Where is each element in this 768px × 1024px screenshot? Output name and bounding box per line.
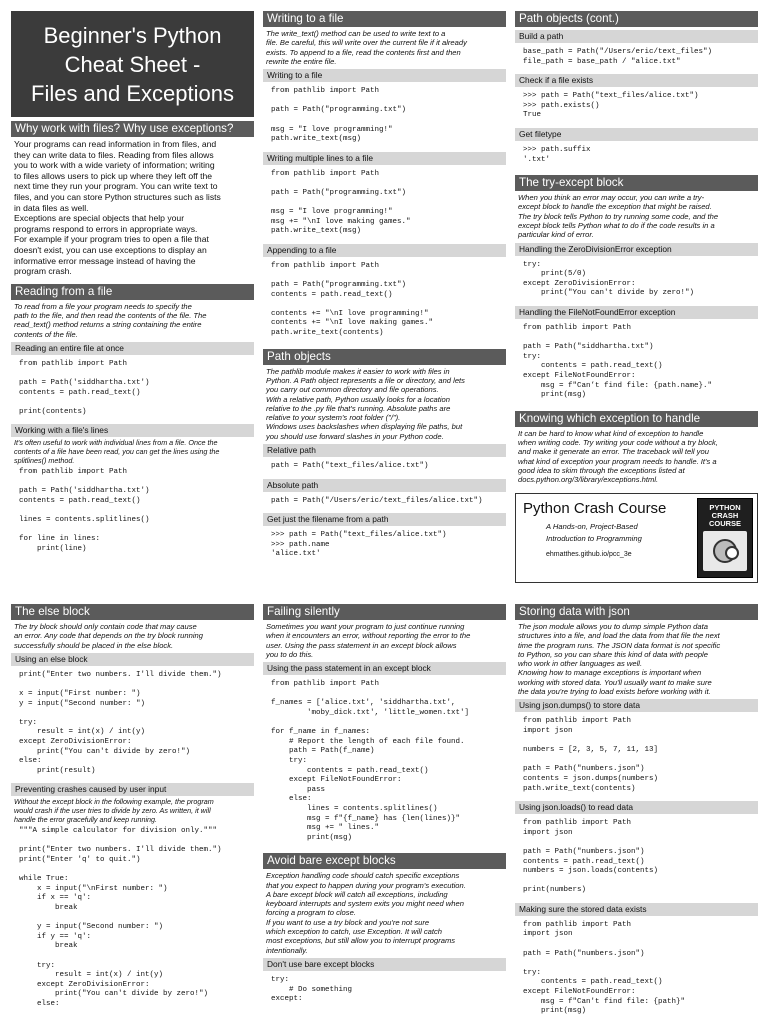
subheading-check-exists: Check if a file exists — [515, 74, 758, 87]
writing-intro: The write_text() method can be used to write text to a file. Be careful, this will write over the current file if it already exists. To append to a file, read the contents first and then rewrite the entire file. — [266, 29, 467, 66]
section-heading-else: The else block — [11, 604, 254, 620]
failing-silently-intro: Sometimes you want your program to just continue running when it encounters an error, without reporting the error to the user. Using the pass statement in an except block allows you to do this. — [266, 622, 471, 659]
section-heading-knowing: Knowing which exception to handle — [515, 411, 758, 427]
knowing-intro: It can be hard to know what kind of exception to handle when writing code. Try writing your code without a try block, and make it generate an error. The traceback will tell you what kind of exception your program needs to handle. It's a good idea to skim through the exceptions listed at docs.python.org/3/library/exceptions.html. — [518, 428, 718, 485]
code-writing-multiple: from pathlib import Path path = Path("programming.txt") msg = "I love programming!" msg += "\nI love making games." path.write_text(msg) — [271, 169, 411, 236]
subheading-zero-division: Handling the ZeroDivisionError exception — [515, 243, 758, 256]
section-heading-path-objects: Path objects — [263, 349, 506, 365]
subheading-preventing-crashes: Preventing crashes caused by user input — [11, 783, 254, 796]
code-pass-statement: from pathlib import Path f_names = ['alice.txt', 'siddhartha.txt', 'moby_dick.txt', 'little_women.txt'] for f_name in f_names: # Report the length of each file found. path = Path(f_name) try: contents = path.read_text() except FileNotFoundError: pass else: lines = contents.splitlines() msg = f"{f_name} has {len(lines)}" msg += " lines." print(msg) — [271, 680, 470, 842]
code-using-else: print("Enter two numbers. I'll divide them.") x = input("First number: ") y = input("Second number: ") try: result = int(x) / int(y) except ZeroDivisionError: print("You can't divide by zero!") else: print(result) — [19, 670, 222, 775]
code-appending: from pathlib import Path path = Path("programming.txt") contents = path.read_text() contents += "\nI love programming!" contents += "\nI love making games." path.write_text(contents) — [271, 261, 434, 338]
section-heading-why: Why work with files? Why use exceptions? — [11, 121, 254, 137]
subheading-file-not-found: Handling the FileNotFoundError exception — [515, 306, 758, 319]
column-2 — [263, 11, 506, 594]
code-zero-division: try: print(5/0) except ZeroDivisionError: print("You can't divide by zero!") — [523, 260, 695, 298]
code-json-loads: from pathlib import Path import json path = Path("numbers.json") contents = path.read_text() numbers = json.loads(contents) print(numbers) — [523, 819, 659, 895]
book-title: Python Crash Course — [523, 499, 667, 517]
subheading-writing: Writing to a file — [263, 69, 506, 82]
code-filename: >>> path = Path("text_files/alice.txt") >>> path.name 'alice.txt' — [271, 531, 447, 559]
book-cover-illustration — [703, 531, 747, 571]
else-intro: The try block should only contain code that may cause an error. Any code that depends on the try block running successfully should be placed in the else block. — [14, 622, 203, 650]
title-line-2: Cheat Sheet - — [64, 51, 201, 77]
code-writing: from pathlib import Path path = Path("programming.txt") msg = "I love programming!" path.write_text(msg) — [271, 87, 407, 144]
section-heading-bare-except: Avoid bare except blocks — [263, 853, 506, 869]
subheading-dont-use-bare: Don't use bare except blocks — [263, 958, 506, 971]
reading-intro: To read from a file your program needs to specify the path to the file, and then read the contents of the file. The read_text() method returns a string containing the entire contents of the file. — [14, 301, 207, 339]
preventing-crashes-intro: Without the except block in the following example, the program would crash if the user tries to divide by zero. As written, it will handle the error gracefully and keep running. — [14, 797, 214, 824]
subheading-json-loads: Using json.loads() to read data — [515, 801, 758, 814]
section-heading-path-cont: Path objects (cont.) — [515, 11, 758, 27]
code-preventing-crashes: """A simple calculator for division only.""" print("Enter two numbers. I'll divide them.") print("Enter 'q' to quit.") while True: x = input("\nFirst number: ") if x == 'q': break y = input("Second number: ") if y == 'q': break try: result = int(x) / int(y) except ZeroDivisionError: print("You can't divide by zero!") else: — [19, 827, 222, 1008]
column-5 — [263, 604, 506, 1024]
code-dont-use-bare: try: # Do something except: — [271, 975, 353, 1004]
subheading-writing-multiple: Writing multiple lines to a file — [263, 152, 506, 165]
subheading-relative-path: Relative path — [263, 444, 506, 457]
code-file-not-found: from pathlib import Path path = Path("siddhartha.txt") try: contents = path.read_text() except FileNotFoundError: msg = f"Can’t find file: {path.name}." print(msg) — [523, 324, 713, 400]
code-read-entire: from pathlib import Path path = Path('siddhartha.txt') contents = path.read_text() print(contents) — [19, 359, 150, 416]
code-data-exists: from pathlib import Path import json path = Path("numbers.json") try: contents = path.read_text() except FileNotFoundError: msg = f"Can't find file: {path}" print(msg) — [523, 920, 686, 1016]
subheading-absolute-path: Absolute path — [263, 479, 506, 492]
code-relative-path: path = Path("text_files/alice.txt") — [271, 462, 429, 471]
page-title — [11, 11, 254, 117]
subheading-data-exists: Making sure the stored data exists — [515, 903, 758, 916]
subheading-file-lines: Working with a file's lines — [11, 424, 254, 437]
subheading-filetype: Get filetype — [515, 128, 758, 141]
title-line-1: Beginner's Python — [43, 22, 222, 48]
subheading-pass-statement: Using the pass statement in an except block — [263, 662, 506, 675]
subheading-filename: Get just the filename from a path — [263, 513, 506, 526]
why-paragraph-2: Exceptions are special objects that help your programs respond to errors in appropriate ways. For example if your program tries to open a file that doesn't exist, you can use exceptions to display an informative error message instead of having the program crash. — [14, 213, 209, 277]
code-check-exists: >>> path = Path("text_files/alice.txt") >>> path.exists() True — [523, 92, 699, 120]
column-1 — [11, 11, 254, 594]
book-advert — [515, 493, 758, 583]
path-objects-intro: The pathlib module makes it easier to work with files in Python. A Path object represents a file or directory, and lets you carry out common directory and file operations. With a relative path, Python usually looks for a location relative to the .py file that's running. Absolute paths are relative to your system's root folder ("/"). Windows uses backslashes when displaying file paths, but you should use forward slashes in your Python code. — [266, 366, 465, 441]
json-intro: The json module allows you to dump simple Python data structures into a file, and load the data from that file the next time the program runs. The JSON data format is not specific to Python, so you can share this kind of data with people who work in other languages as well. Knowing how to manage exceptions is important when working with stored data. You'll usually want to make sure the data you're trying to load exists before working with it. — [518, 622, 721, 697]
section-heading-failing-silently: Failing silently — [263, 604, 506, 620]
code-absolute-path: path = Path("/Users/eric/text_files/alice.txt") — [271, 496, 483, 505]
section-heading-json: Storing data with json — [515, 604, 758, 620]
try-except-intro: When you think an error may occur, you can write a try- except block to handle the exception that might be raised. The try block tells Python to try running some code, and the except block tells Python what to do if the code results in a particular kind of error. — [518, 193, 719, 240]
title-line-3: Files and Exceptions — [31, 80, 234, 106]
subheading-json-dumps: Using json.dumps() to store data — [515, 699, 758, 712]
section-heading-reading: Reading from a file — [11, 284, 254, 300]
subheading-using-else: Using an else block — [11, 653, 254, 666]
section-heading-writing: Writing to a file — [263, 11, 506, 27]
subheading-build-path: Build a path — [515, 30, 758, 43]
code-filetype: >>> path.suffix '.txt' — [523, 145, 591, 164]
book-cover-title: PYTHON CRASH COURSE — [708, 502, 742, 528]
book-subtitle-1: A Hands-on, Project-Based — [546, 521, 638, 531]
book-cover-image — [697, 498, 753, 578]
section-heading-try-except: The try-except block — [515, 175, 758, 191]
bare-except-intro: Exception handling code should catch specific exceptions that you expect to happen during your program's execution. A bare except block will catch all exceptions, including keyboard interrupts and system exits you might need when forcing a program to close. If you want to use a try block and you're not sure which exception to catch, use Exception. It will catch most exceptions, but still allow you to interrupt programs intentionally. — [266, 871, 466, 955]
code-build-path: base_path = Path("/Users/eric/text_files") file_path = base_path / "alice.txt" — [523, 48, 713, 66]
column-3 — [515, 11, 758, 594]
why-paragraph-1: Your programs can read information in from files, and they can write data to files. Reading from files allows you to work with a wide variety of information; writing to files allows users to pick up where they left off the next time they run your program. You can write text to files, and you can store Python structures such as lists in data files as well. — [14, 139, 221, 213]
code-file-lines: from pathlib import Path path = Path('siddhartha.txt') contents = path.read_text() lines = contents.splitlines() for line in lines: print(line) — [19, 468, 150, 553]
subheading-read-entire: Reading an entire file at once — [11, 342, 254, 355]
file-lines-intro: It's often useful to work with individual lines from a file. Once the contents of a file have been read, you can get the lines using the splitlines() method. — [14, 438, 220, 465]
subheading-appending: Appending to a file — [263, 244, 506, 257]
column-4 — [11, 604, 254, 1024]
book-url[interactable]: ehmatthes.github.io/pcc_3e — [546, 550, 632, 558]
book-subtitle-2: Introduction to Programming — [546, 533, 642, 543]
column-6 — [515, 604, 758, 1024]
code-json-dumps: from pathlib import Path import json numbers = [2, 3, 5, 7, 11, 13] path = Path("numbers.json") contents = json.dumps(numbers) path.write_text(contents) — [523, 717, 659, 793]
